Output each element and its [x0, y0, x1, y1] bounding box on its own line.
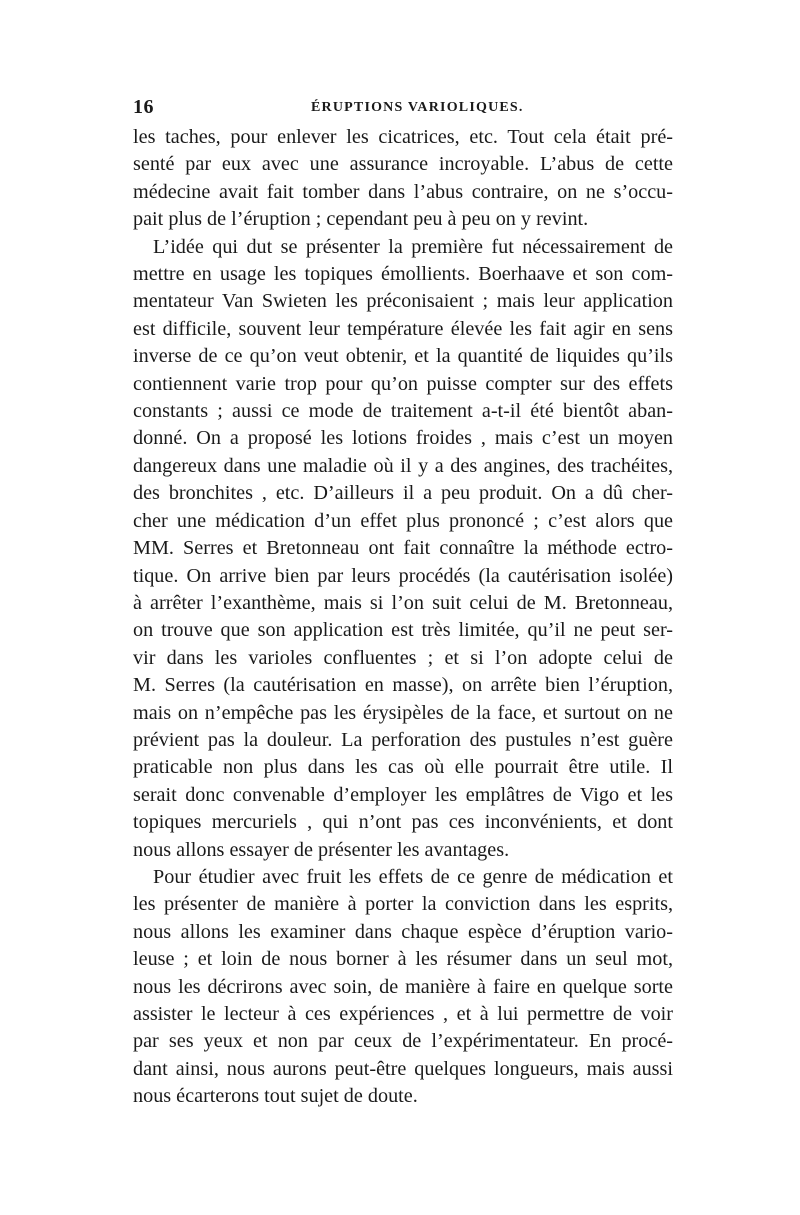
text-line: vir dans les varioles confluentes ; et si l’on adopte celui de — [133, 646, 673, 669]
text-line: serait donc convenable d’employer les emplâtres de Vigo et les — [133, 783, 673, 806]
body-text — [133, 124, 673, 1111]
text-line: à arrêter l’exanthème, mais si l’on suit celui de M. Bretonneau, — [133, 591, 673, 614]
text-line: inverse de ce qu’on veut obtenir, et la quantité de liquides qu’ils — [133, 345, 673, 368]
text-line: pait plus de l’éruption ; cependant peu à peu on y revint. — [133, 208, 589, 231]
text-line: médecine avait fait tomber dans l’abus contraire, on ne s’occu- — [133, 180, 673, 203]
text-line: praticable non plus dans les cas où elle pourrait être utile. Il — [133, 756, 673, 779]
text-line: les taches, pour enlever les cicatrices, etc. Tout cela était pré- — [133, 126, 673, 148]
running-header — [133, 96, 673, 124]
text-line: nous allons essayer de présenter les avantages. — [133, 838, 510, 861]
paragraph-3 — [133, 864, 673, 1111]
text-line: L’idée qui dut se présenter la première fut nécessairement de — [153, 235, 673, 258]
book-page — [133, 96, 673, 1111]
text-line: MM. Serres et Bretonneau ont fait connaître la méthode ectro- — [133, 537, 673, 560]
paragraph-2 — [133, 234, 673, 864]
text-line: M. Serres (la cautérisation en masse), on arrête bien l’éruption, — [133, 674, 673, 697]
text-line: mettre en usage les topiques émollients. Boerhaave et son com- — [133, 263, 673, 286]
text-line: assister le lecteur à ces expériences , et à lui permettre de voir — [133, 1003, 673, 1025]
text-line: mais on n’empêche pas les érysipèles de la face, et surtout on ne — [133, 701, 673, 724]
text-line: prévient pas la douleur. La perforation des pustules n’est guère — [133, 728, 673, 751]
text-line: les présenter de manière à porter la conviction dans les esprits, — [133, 893, 673, 916]
text-line: topiques mercuriels , qui n’ont pas ces inconvénients, et dont — [133, 811, 673, 834]
text-line: constants ; aussi ce mode de traitement a-t-il été bientôt aban- — [133, 400, 673, 423]
text-line: mentateur Van Swieten les préconisaient ; mais leur application — [133, 290, 673, 313]
paragraph-1 — [133, 124, 673, 234]
text-line: par ses yeux et non par ceux de l’expérimentateur. En procé- — [133, 1030, 673, 1053]
text-line: on trouve que son application est très limitée, qu’il ne peut ser- — [133, 619, 673, 642]
text-line: dangereux dans une maladie où il y a des angines, des trachéites, — [133, 454, 673, 477]
page-number: 16 — [133, 96, 154, 118]
text-line: dant ainsi, nous aurons peut-être quelques longueurs, mais aussi — [133, 1057, 673, 1080]
text-line: tique. On arrive bien par leurs procédés (la cautérisation isolée) — [133, 564, 673, 587]
text-line: nous les décrirons avec soin, de manière à faire en quelque sorte — [133, 975, 673, 998]
text-line: des bronchites , etc. D’ailleurs il a peu produit. On a dû cher- — [133, 482, 673, 505]
text-line: senté par eux avec une assurance incroyable. L’abus de cette — [133, 153, 673, 176]
text-line: donné. On a proposé les lotions froides , mais c’est un moyen — [133, 427, 673, 450]
text-line: Pour étudier avec fruit les effets de ce genre de médication et — [153, 865, 673, 888]
text-line: cher une médication d’un effet plus prononcé ; c’est alors que — [133, 509, 673, 532]
text-line: nous écarterons tout sujet de doute. — [133, 1085, 418, 1108]
text-line: contiennent varie trop pour qu’on puisse compter sur des effets — [133, 372, 673, 395]
running-title: ÉRUPTIONS VARIOLIQUES. — [311, 100, 524, 115]
text-line: est difficile, souvent leur température élevée les fait agir en sens — [133, 317, 673, 340]
text-line: leuse ; et loin de nous borner à les résumer dans un seul mot, — [133, 948, 673, 971]
text-line: nous allons les examiner dans chaque espèce d’éruption vario- — [133, 920, 673, 943]
